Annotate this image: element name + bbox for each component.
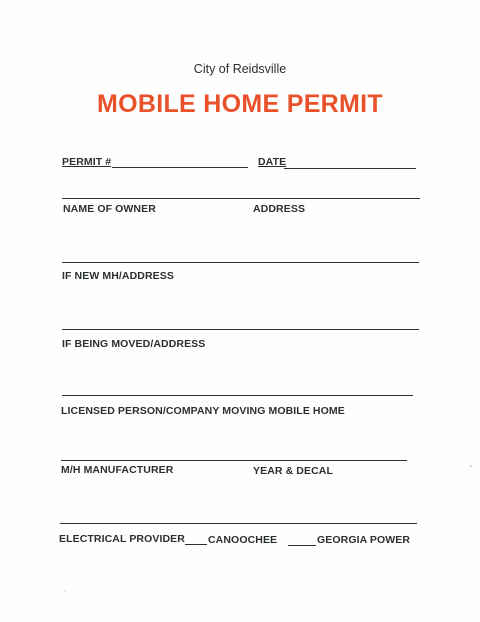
date-field[interactable] bbox=[284, 168, 416, 169]
georgia-power-checkbox-blank[interactable] bbox=[288, 545, 316, 546]
manufacturer-year-field[interactable] bbox=[60, 523, 417, 524]
canoochee-checkbox-blank[interactable] bbox=[185, 544, 207, 545]
licensed-mover-label: LICENSED PERSON/COMPANY MOVING MOBILE HOME bbox=[61, 405, 345, 417]
permit-number-label: PERMIT # bbox=[62, 156, 112, 168]
being-moved-address-field[interactable] bbox=[62, 395, 413, 396]
owner-address-field[interactable] bbox=[62, 262, 419, 263]
address-label: ADDRESS bbox=[253, 203, 306, 215]
canoochee-option-label: CANOOCHEE bbox=[208, 534, 278, 546]
permit-number-field[interactable] bbox=[112, 167, 248, 168]
divider-line bbox=[62, 198, 420, 199]
scan-speck bbox=[470, 465, 472, 467]
owner-name-label: NAME OF OWNER bbox=[63, 203, 156, 215]
new-mh-address-label: IF NEW MH/ADDRESS bbox=[62, 270, 174, 282]
being-moved-address-label: IF BEING MOVED/ADDRESS bbox=[62, 338, 206, 350]
mh-manufacturer-label: M/H MANUFACTURER bbox=[61, 464, 174, 476]
scan-speck bbox=[64, 590, 66, 592]
licensed-mover-field[interactable] bbox=[61, 460, 407, 461]
new-mh-address-field[interactable] bbox=[62, 329, 419, 330]
electrical-provider-label: ELECTRICAL PROVIDER bbox=[59, 533, 185, 545]
form-title: MOBILE HOME PERMIT bbox=[97, 90, 383, 118]
year-decal-label: YEAR & DECAL bbox=[253, 465, 333, 477]
date-label: DATE bbox=[258, 156, 287, 168]
georgia-power-option-label: GEORGIA POWER bbox=[317, 534, 411, 546]
city-name: City of Reidsville bbox=[193, 62, 287, 76]
